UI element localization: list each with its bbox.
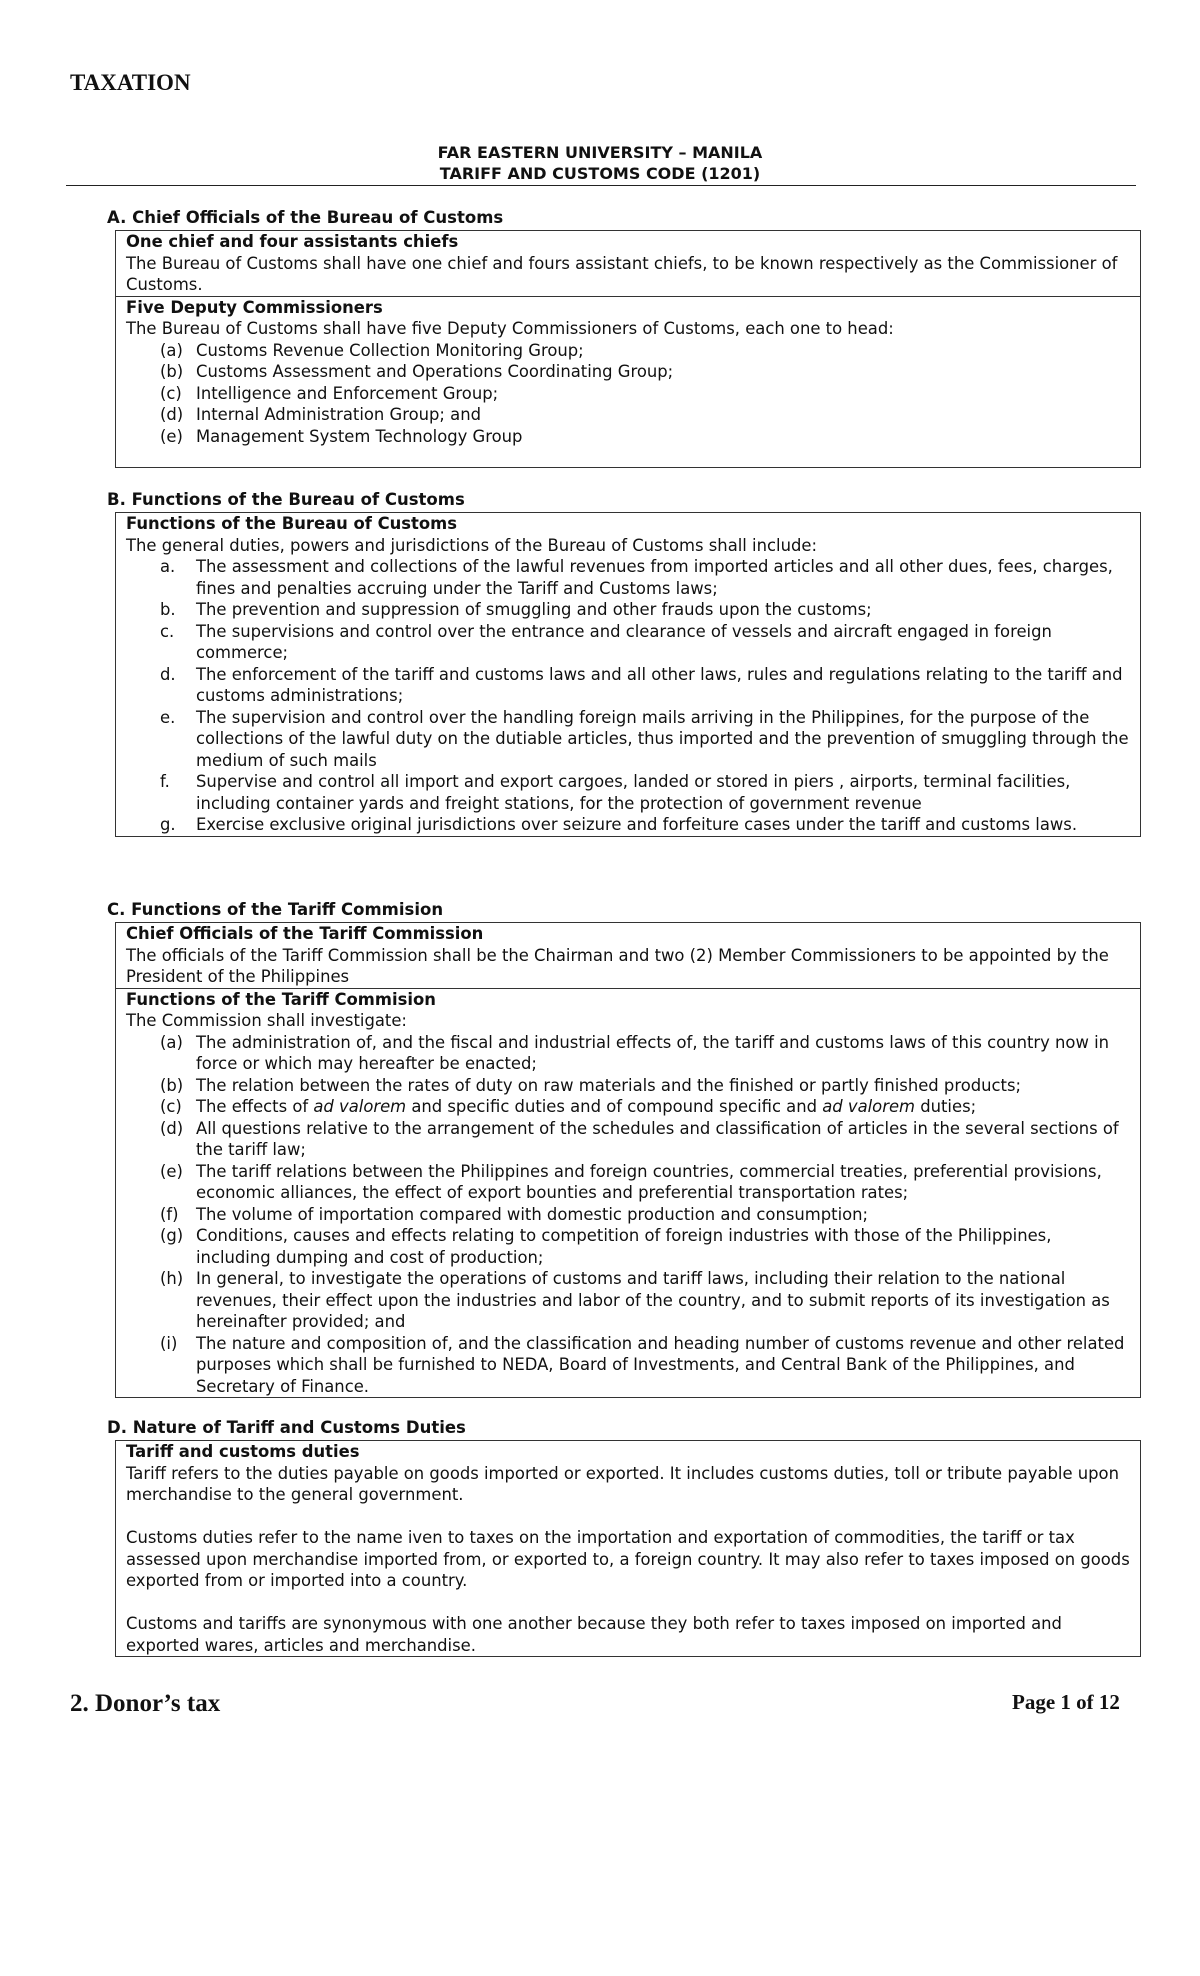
item-text: The tariff relations between the Philippines and foreign countries, commercial treaties, preferential provisions, economic alliances, the effect of export bounties and preferential transportation rates; — [196, 1161, 1102, 1202]
item-label: (e) — [160, 426, 183, 446]
next-topic-heading: 2. Donor’s tax — [70, 1690, 221, 1717]
item-text: The volume of importation compared with domestic production and consumption; — [196, 1204, 869, 1224]
list-item — [126, 1118, 1130, 1161]
item-label: (g) — [160, 1226, 184, 1245]
list-item — [126, 361, 1130, 383]
list-item — [126, 1225, 1130, 1268]
cell-intro: The Bureau of Customs shall have five Deputy Commissioners of Customs, each one to head: — [126, 319, 894, 338]
cell-title: Functions of the Bureau of Customs — [126, 514, 457, 533]
list-item — [126, 383, 1130, 405]
item-label: f. — [160, 772, 170, 791]
item-text: The effects of — [196, 1097, 314, 1116]
cell-intro: The general duties, powers and jurisdictions of the Bureau of Customs shall include: — [126, 535, 817, 555]
list-item — [126, 404, 1130, 426]
item-label: (b) — [160, 1075, 184, 1095]
item-text: The supervision and control over the handling foreign mails arriving in the Philippines, for the purpose of the collections of the lawful duty on the dutiable articles, thus imported and the prevention of smuggling through the medium of such mails — [196, 707, 1129, 770]
item-label: d. — [160, 664, 176, 684]
list-item — [126, 771, 1130, 814]
item-text: The nature and composition of, and the classification and heading number of customs revenue and other related purposes which shall be furnished to NEDA, Board of Investments, and Central Bank of the Philippines, and Secretary of Finance. — [196, 1333, 1125, 1396]
section-d-cell-duties — [116, 1441, 1140, 1656]
item-text: The administration of, and the fiscal and industrial effects of, the tariff and customs laws of this country now in force or which may hereafter be enacted; — [196, 1032, 1110, 1073]
item-label: c. — [160, 621, 175, 641]
cell-title: Tariff and customs duties — [126, 1442, 360, 1461]
item-text: Management System Technology Group — [196, 426, 523, 446]
document-category-title: TAXATION — [70, 70, 191, 95]
paragraph: Customs and tariffs are synonymous with one another because they both refer to taxes imposed on imported and exported wares, articles and merchandise. — [126, 1614, 1062, 1655]
list-item — [126, 1268, 1130, 1333]
list-item — [126, 814, 1130, 836]
item-label: (i) — [160, 1333, 178, 1353]
paragraph-gap — [126, 1506, 1130, 1528]
item-text: Supervise and control all import and export cargoes, landed or stored in piers , airports, terminal facilities, including container yards and freight stations, for the protection of government revenue — [196, 772, 1071, 813]
item-label: (b) — [160, 362, 184, 381]
document-header — [0, 142, 1200, 184]
item-text: In general, to investigate the operations of customs and tariff laws, including their relation to the national revenues, their effect upon the industries and labor of the country, and to submit reports of its investigation as hereinafter provided; and — [196, 1269, 1110, 1331]
item-label: (f) — [160, 1204, 179, 1224]
item-text: Conditions, causes and effects relating to competition of foreign industries with those of the Philippines, including dumping and cost of production; — [196, 1226, 1052, 1267]
item-label: a. — [160, 557, 176, 576]
section-a-title: A. Chief Officials of the Bureau of Customs — [107, 208, 504, 227]
item-label: (h) — [160, 1269, 184, 1288]
header-institution: FAR EASTERN UNIVERSITY – MANILA — [437, 143, 763, 162]
header-subject: TARIFF AND CUSTOMS CODE (1201) — [439, 164, 761, 183]
list-item — [126, 1333, 1130, 1398]
cell-title: Five Deputy Commissioners — [126, 297, 383, 317]
list-item — [126, 1204, 1130, 1226]
section-d-box — [115, 1440, 1141, 1657]
section-c-cell-functions — [116, 988, 1140, 1398]
section-c-cell-officials — [116, 923, 1140, 988]
header-rule — [66, 185, 1136, 186]
deputy-list — [126, 340, 1130, 448]
cell-title: One chief and four assistants chiefs — [126, 232, 459, 251]
functions-list — [126, 556, 1130, 836]
section-d-title: D. Nature of Tariff and Customs Duties — [107, 1418, 466, 1437]
item-label: (a) — [160, 340, 183, 360]
list-item — [126, 1161, 1130, 1204]
item-text: Internal Administration Group; and — [196, 405, 481, 424]
item-label: (c) — [160, 1097, 182, 1116]
list-item — [126, 426, 1130, 448]
list-item — [126, 664, 1130, 707]
section-b-title: B. Functions of the Bureau of Customs — [107, 490, 465, 509]
cell-intro: The Commission shall investigate: — [126, 1011, 407, 1030]
item-text: All questions relative to the arrangement of the schedules and classification of articles in the several sections of the tariff law; — [196, 1118, 1119, 1159]
section-b-cell-functions — [116, 513, 1140, 836]
paragraph: Tariff refers to the duties payable on goods imported or exported. It includes customs duties, toll or tribute payable upon merchandise to the general government. — [126, 1463, 1119, 1504]
list-item — [126, 621, 1130, 664]
item-text: The prevention and suppression of smuggling and other frauds upon the customs; — [196, 600, 872, 619]
cell-title: Functions of the Tariff Commision — [126, 989, 436, 1009]
list-item — [126, 707, 1130, 772]
list-item — [126, 1032, 1130, 1075]
list-item — [126, 1096, 1130, 1118]
item-text: duties; — [915, 1097, 977, 1116]
item-text: The assessment and collections of the lawful revenues from imported articles and all other dues, fees, charges, fines and penalties accruing under the Tariff and Customs laws; — [196, 557, 1113, 598]
item-label: (a) — [160, 1032, 183, 1052]
page-number: Page 1 of 12 — [1012, 1690, 1120, 1714]
item-label: (c) — [160, 383, 182, 403]
item-label: (d) — [160, 1118, 184, 1138]
item-italic-term: ad valorem — [313, 1097, 407, 1116]
item-italic-term: ad valorem — [822, 1097, 915, 1116]
list-item — [126, 556, 1130, 599]
section-b-box — [115, 512, 1141, 837]
list-item — [126, 599, 1130, 621]
item-text: and specific duties and of compound specific and — [406, 1097, 823, 1116]
item-text: The enforcement of the tariff and customs laws and all other laws, rules and regulations relating to the tariff and customs administrations; — [196, 664, 1123, 705]
item-label: b. — [160, 600, 176, 619]
cell-title: Chief Officials of the Tariff Commission — [126, 924, 484, 943]
item-text: The relation between the rates of duty on raw materials and the finished or partly finished products; — [196, 1075, 1022, 1095]
item-text: Customs Assessment and Operations Coordinating Group; — [196, 362, 674, 381]
paragraph: Customs duties refer to the name iven to taxes on the importation and exportation of commodities, the tariff or tax assessed upon merchandise imported from, or exported to, a foreign country. It may also refer to taxes imposed on goods exported from or imported into a country. — [126, 1528, 1130, 1590]
section-a-box — [115, 230, 1141, 468]
section-c-box — [115, 922, 1141, 1398]
list-item — [126, 1075, 1130, 1097]
item-label: (d) — [160, 405, 184, 424]
section-a-cell-deputies — [116, 296, 1140, 468]
item-label: g. — [160, 815, 176, 834]
item-text: Customs Revenue Collection Monitoring Group; — [196, 340, 584, 360]
cell-text: The officials of the Tariff Commission shall be the Chairman and two (2) Member Commissioners to be appointed by the President of the Philippines — [126, 945, 1109, 986]
section-c-title: C. Functions of the Tariff Commision — [107, 900, 444, 919]
item-text: Intelligence and Enforcement Group; — [196, 383, 499, 403]
cell-text: The Bureau of Customs shall have one chief and fours assistant chiefs, to be known respectively as the Commissioner of Customs. — [126, 253, 1118, 294]
paragraph-gap — [126, 1592, 1130, 1614]
item-label: (e) — [160, 1161, 183, 1181]
list-item — [126, 340, 1130, 362]
item-label: e. — [160, 707, 176, 727]
item-text: The supervisions and control over the entrance and clearance of vessels and aircraft engaged in foreign commerce; — [196, 621, 1052, 662]
item-text: Exercise exclusive original jurisdictions over seizure and forfeiture cases under the tariff and customs laws. — [196, 815, 1078, 834]
investigation-list — [126, 1032, 1130, 1398]
section-a-cell-chief — [116, 231, 1140, 296]
